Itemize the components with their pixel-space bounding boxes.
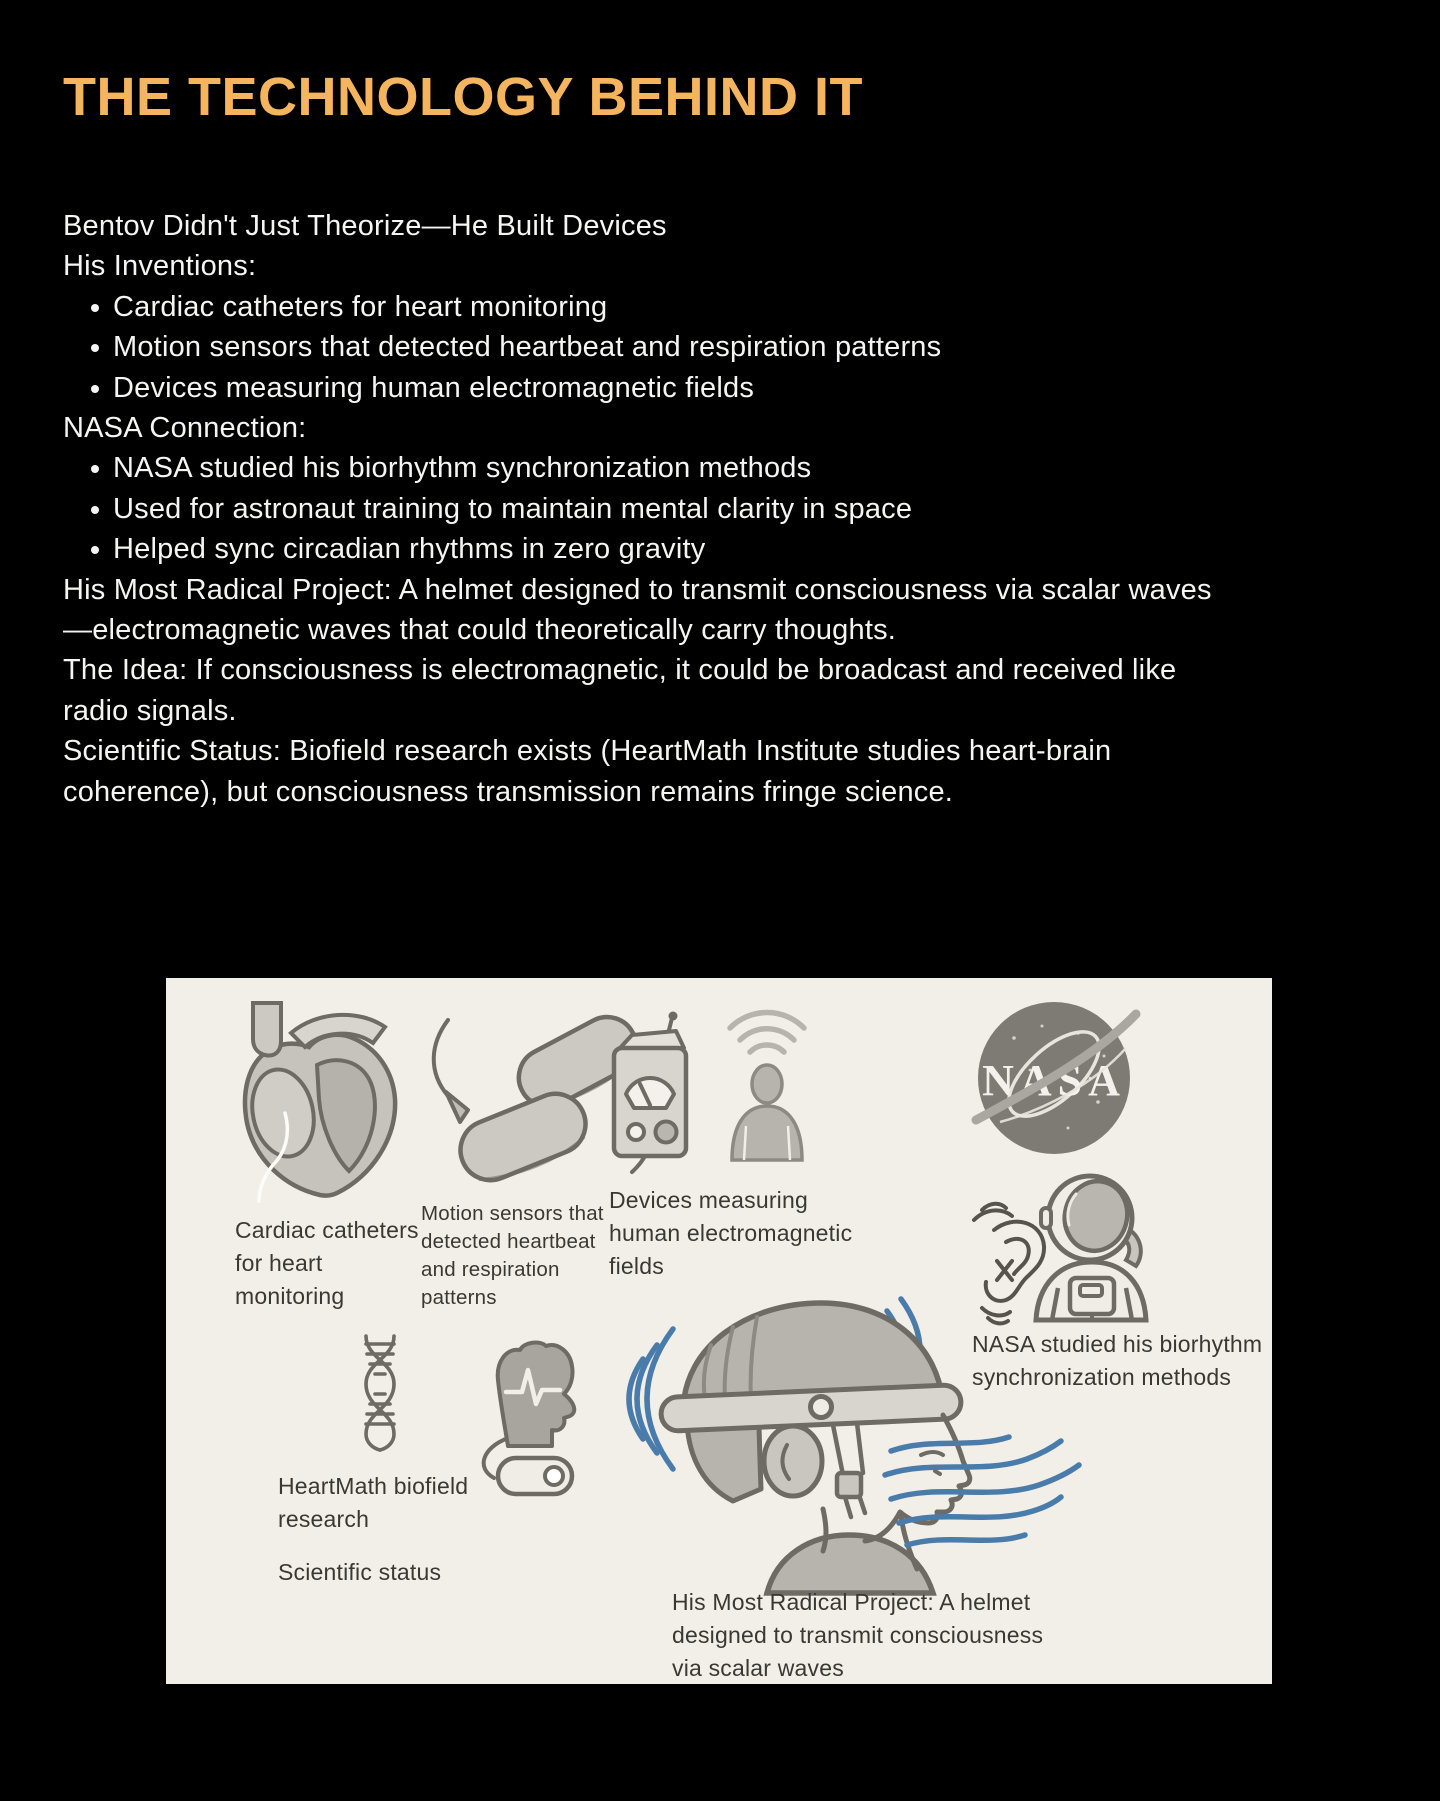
caption-scientific: Scientific status xyxy=(278,1559,442,1585)
bullet-text: Cardiac catheters for heart monitoring xyxy=(113,290,608,323)
caption-cardiac: Cardiac catheters for heart monitoring xyxy=(235,1217,419,1309)
bullet-text: Motion sensors that detected heartbeat and respiration patterns xyxy=(113,331,942,364)
bullet-text: Helped sync circadian rhythms in zero gravity xyxy=(113,533,706,566)
bullet-dot xyxy=(91,465,99,473)
bullet-item xyxy=(63,529,1223,569)
bullet-text: Devices measuring human electromagnetic fields xyxy=(113,371,755,404)
bullet-item xyxy=(63,287,1223,327)
bullet-item xyxy=(63,368,1223,408)
body-text xyxy=(63,206,1223,812)
bullet-dot xyxy=(91,344,99,352)
bullet-item xyxy=(63,327,1223,367)
bullet-item xyxy=(63,448,1223,488)
bullet-dot xyxy=(91,385,99,393)
radical-paragraph: His Most Radical Project: A helmet designed to transmit consciousness via scalar waves—electromagnetic waves that could theoretically carry thoughts. xyxy=(63,573,1212,647)
status-paragraph: Scientific Status: Biofield research exists (HeartMath Institute studies heart-brain coherence), but consciousness transmission remains fringe science. xyxy=(63,735,1112,808)
caption-motion: Motion sensors that detected heartbeat and respiration patterns xyxy=(421,1202,604,1309)
intro-line: Bentov Didn't Just Theorize—He Built Devices xyxy=(63,210,667,242)
caption-nasa: NASA studied his biorhythm synchronization methods xyxy=(972,1331,1263,1390)
human-silhouette-icon xyxy=(690,998,845,1160)
scalar-waves xyxy=(885,1437,1079,1545)
dna-helix-icon xyxy=(350,1332,412,1454)
bullet-text: Used for astronaut training to maintain mental clarity in space xyxy=(113,492,913,525)
bullet-dot xyxy=(91,506,99,514)
head-pulse-icon xyxy=(462,1332,597,1490)
caption-devices: Devices measuring human electromagnetic fields xyxy=(609,1187,853,1279)
caption-heartmath: HeartMath biofield research xyxy=(278,1473,469,1532)
bullet-dot xyxy=(91,546,99,554)
bullet-dot xyxy=(91,304,99,312)
caption-helmet: His Most Radical Project: A helmet designed to transmit consciousness via scalar waves xyxy=(672,1589,1044,1681)
bullet-item xyxy=(63,489,1223,529)
inventions-heading: His Inventions: xyxy=(63,250,257,283)
anatomical-heart-icon xyxy=(225,995,415,1207)
bullet-text: NASA studied his biorhythm synchronization methods xyxy=(113,452,812,485)
nasa-heading: NASA Connection: xyxy=(63,412,307,445)
infographic-panel xyxy=(166,978,1272,1684)
page-title: THE TECHNOLOGY BEHIND IT xyxy=(63,67,864,127)
nasa-logo-text: NASA xyxy=(982,1056,1126,1105)
idea-paragraph: The Idea: If consciousness is electromagnetic, it could be broadcast and received like radio signals. xyxy=(63,654,1177,727)
em-meter-icon xyxy=(606,1008,701,1160)
nasa-logo xyxy=(972,1000,1140,1162)
